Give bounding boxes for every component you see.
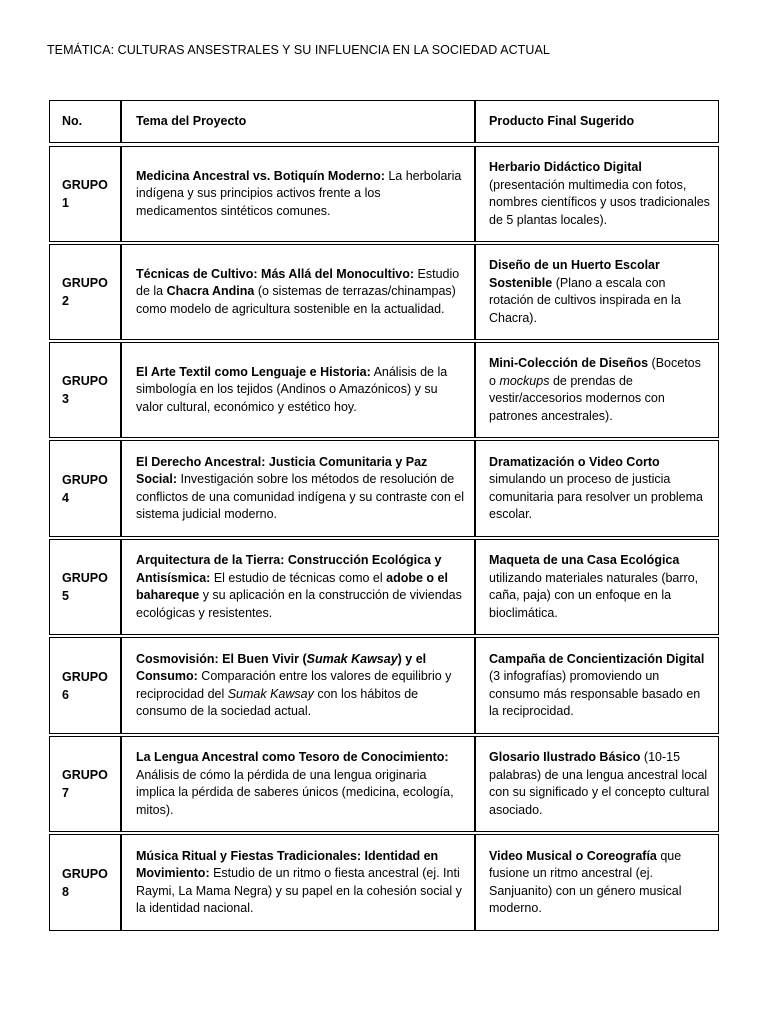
group-cell [49,637,121,734]
product-cell [475,244,719,340]
group-cell [49,539,121,635]
group-label: GRUPO 3 [62,374,108,406]
text-run: La Lengua Ancestral como Tesoro de Conocimiento: [136,750,449,764]
text-run: Arquitectura de la Tierra: Construcción Ecológica y Antisísmica: [136,553,442,585]
topic-text [136,651,464,721]
topic-text [136,552,464,622]
product-cell [475,440,719,537]
topic-text [136,364,464,417]
text-run: (3 infografías) promoviendo un consumo más responsable basado en la reciprocidad. [489,669,701,718]
table-row [49,342,719,438]
product-text [489,552,710,622]
table-row [49,736,719,832]
table-row [49,244,719,340]
product-cell [475,637,719,734]
product-text [489,651,710,721]
text-run: utilizando materiales naturales (barro, caña, paja) con un enfoque en la bioclimática. [489,570,699,620]
document-title: TEMÁTICA: CULTURAS ANSESTRALES Y SU INFLUENCIA EN LA SOCIEDAD ACTUAL [47,43,550,57]
table-row [49,440,719,537]
topic-cell [121,342,475,438]
topic-cell [121,736,475,832]
text-run: Mini-Colección de Diseños [489,356,649,370]
product-text [489,257,710,327]
text-run: Herbario Didáctico Digital [489,160,642,174]
topic-cell [121,244,475,340]
text-run: y su aplicación en la construcción de viviendas ecológicas y resistentes. [136,588,462,620]
text-run: Medicina Ancestral vs. Botiquín Moderno: [136,168,385,183]
text-run: Investigación sobre los métodos de resolución de conflictos de una comunidad indígena y su contraste con el sistema judicial moderno. [136,472,464,521]
header-product: Producto Final Sugerido [475,100,719,143]
topic-cell [121,834,475,931]
text-run: El estudio de técnicas como el [210,570,387,585]
product-text [489,454,710,524]
product-text [489,355,710,425]
text-run: El Arte Textil como Lenguaje e Historia: [136,364,371,379]
group-label: GRUPO 8 [62,866,108,899]
table-row [49,834,719,931]
text-run: mockups [499,373,550,388]
text-run: El Derecho Ancestral: Justicia Comunitaria y Paz Social: [136,454,428,486]
text-run: Música Ritual y Fiestas Tradicionales: Identidad en Movimiento: [136,848,439,880]
group-label: GRUPO 4 [62,472,108,505]
text-run: adobe o el bahareque [136,570,448,602]
topic-cell [121,146,475,242]
table-header-row [49,100,719,143]
text-run: Sumak Kawsay [227,686,314,701]
product-cell [475,539,719,635]
text-run: (Plano a escala con rotación de cultivos inspirada en la Chacra). [489,275,681,325]
text-run: Diseño de un Huerto Escolar Sostenible [489,258,660,290]
text-run: simulando un proceso de justicia comunitaria para resolver un problema escolar. [489,472,703,521]
text-run: Video Musical o Coreografía [489,848,657,863]
text-run: (10-15 palabras) de una lengua ancestral local con su significado y el concepto cultural asociado. [489,750,710,817]
topic-text [136,749,464,819]
text-run: Análisis de la simbología en los tejidos (Andinos o Amazónicos) y su valor cultural, económico y estético hoy. [136,364,448,414]
text-run: Maqueta de una Casa Ecológica [489,553,680,567]
group-label: GRUPO 5 [62,571,108,603]
group-label: GRUPO 7 [62,768,108,800]
table-row [49,637,719,734]
group-label: GRUPO 2 [62,276,108,308]
text-run: que fusione un ritmo ancestral (ej. Sanjuanito) con un género musical moderno. [489,848,682,915]
table-row [49,539,719,635]
group-cell [49,146,121,242]
text-run: Comparación entre los valores de equilibrio y reciprocidad del [136,669,452,701]
topic-text [136,848,464,918]
topic-cell [121,539,475,635]
text-run: (Bocetos o [489,356,701,388]
text-run: Cosmovisión: El Buen Vivir ( [136,651,307,666]
text-run: Glosario Ilustrado Básico [489,750,641,764]
group-cell [49,736,121,832]
product-cell [475,736,719,832]
text-run: con los hábitos de consumo de la sociedad actual. [136,686,419,718]
text-run: ) y el Consumo: [136,651,427,683]
product-cell [475,146,719,242]
topic-text [136,266,464,319]
group-cell [49,342,121,438]
text-run: Estudio de la [136,266,460,299]
topic-cell [121,440,475,537]
text-run: (o sistemas de terrazas/chinampas) como modelo de agricultura sostenible en la actualidad. [136,284,456,316]
text-run: Estudio de un ritmo o fiesta ancestral (ej. Inti Raymi, La Mama Negra) y su papel en la cohesión social y la identidad nacional. [136,866,462,915]
topic-cell [121,637,475,734]
text-run: Técnicas de Cultivo: Más Allá del Monocultivo: [136,266,415,281]
text-run: La herbolaria indígena y sus principios activos frente a los medicamentos sintéticos comunes. [136,168,462,218]
topic-text [136,454,464,524]
text-run: de prendas de vestir/accesorios modernos con patrones ancestrales). [489,373,665,423]
header-topic: Tema del Proyecto [121,100,475,143]
text-run: Campaña de Concientización Digital [489,651,705,666]
product-cell [475,834,719,931]
product-cell [475,342,719,438]
text-run: (presentación multimedia con fotos, nombres científicos y usos tradicionales de 5 plantas locales). [489,177,710,227]
group-cell [49,440,121,537]
text-run: Dramatización o Video Corto [489,454,660,469]
topic-text [136,168,464,221]
group-label: GRUPO 6 [62,669,108,702]
group-label: GRUPO 1 [62,178,108,210]
text-run: Análisis de cómo la pérdida de una lengua originaria implica la pérdida de saberes únicos (medicina, ecología, mitos). [136,767,454,817]
product-text [489,848,710,918]
product-text [489,749,710,819]
text-run: Chacra Andina [166,284,255,299]
table-row [49,146,719,242]
text-run: Sumak Kawsay [306,651,398,666]
group-cell [49,244,121,340]
group-cell [49,834,121,931]
header-number: No. [49,100,121,143]
product-text [489,159,710,229]
